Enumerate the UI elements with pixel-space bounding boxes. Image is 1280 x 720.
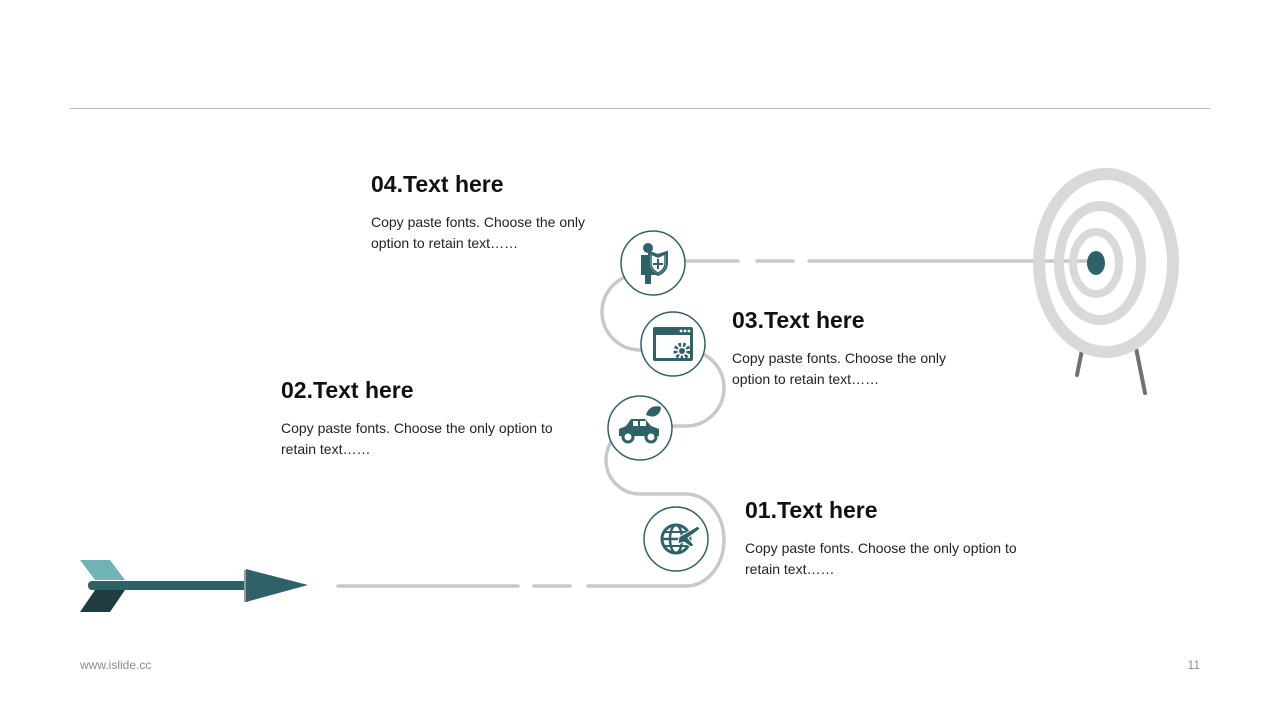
arrow-icon — [80, 560, 308, 612]
step-03-body: Copy paste fonts. Choose the only option to retain text…… — [732, 350, 947, 387]
page-number: 11 — [1187, 658, 1200, 672]
footer-website: www.islide.cc — [80, 658, 152, 672]
step-02-body: Copy paste fonts. Choose the only option to retain text…… — [281, 420, 553, 457]
step-01-title: 01.Text here — [745, 497, 878, 523]
person-shield-icon — [621, 231, 685, 295]
step-03-title: 03.Text here — [732, 307, 865, 333]
eco-car-icon — [608, 396, 672, 460]
step-02-title: 02.Text here — [281, 377, 414, 403]
step-04-body: Copy paste fonts. Choose the only option to retain text…… — [371, 214, 586, 251]
globe-plane-icon — [644, 507, 708, 571]
step-04-title: 04.Text here — [371, 171, 504, 197]
target-icon — [1039, 174, 1173, 393]
step-01-body: Copy paste fonts. Choose the only option to retain text…… — [745, 540, 1017, 577]
browser-gear-icon — [641, 312, 705, 376]
